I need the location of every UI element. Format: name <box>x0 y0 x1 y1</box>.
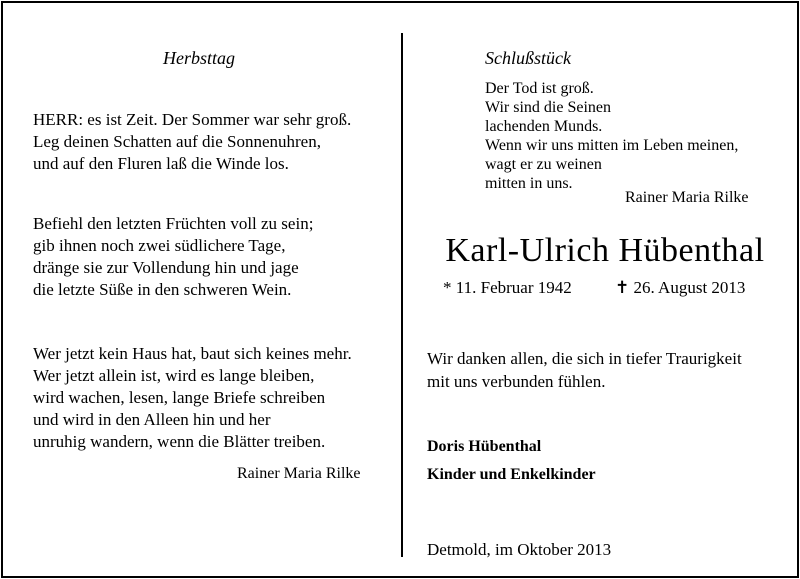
poem-line: dränge sie zur Vollendung hin und jage <box>33 258 299 277</box>
poem-line: Der Tod ist groß. <box>485 80 594 97</box>
death-date: ✝ 26. August 2013 <box>615 278 746 297</box>
poem-line: Leg deinen Schatten auf die Sonnenuhren, <box>33 132 321 151</box>
thanks-text <box>427 347 742 393</box>
thanks-line: Wir danken allen, die sich in tiefer Traurigkeit <box>427 349 742 368</box>
poem-line: Befiehl den letzten Früchten voll zu sein; <box>33 214 314 233</box>
poem-line: wagt er zu weinen <box>485 156 602 173</box>
poem-line: gib ihnen noch zwei südlichere Tage, <box>33 236 286 255</box>
mourner-name: Doris Hübenthal <box>427 438 542 455</box>
poem-line: HERR: es ist Zeit. Der Sommer war sehr groß. <box>33 110 352 129</box>
poem-author-left: Rainer Maria Rilke <box>237 465 361 482</box>
poem-line: Wir sind die Seinen <box>485 99 611 116</box>
poem-line: und auf den Fluren laß die Winde los. <box>33 154 289 173</box>
place-and-date: Detmold, im Oktober 2013 <box>427 540 612 559</box>
poem-stanza-3 <box>33 343 352 453</box>
poem-line: unruhig wandern, wenn die Blätter treiben. <box>33 432 326 451</box>
poem-title-schlussstueck: Schlußstück <box>485 48 571 68</box>
deceased-name: Karl-Ulrich Hübenthal <box>445 232 765 269</box>
poem-line: Wenn wir uns mitten im Leben meinen, <box>485 137 739 154</box>
poem-line: wird wachen, lesen, lange Briefe schreiben <box>33 388 326 407</box>
poem-line: Wer jetzt allein ist, wird es lange bleiben, <box>33 366 315 385</box>
poem-author-right: Rainer Maria Rilke <box>625 189 749 206</box>
poem-line: lachenden Munds. <box>485 118 603 135</box>
poem-line: und wird in den Alleen hin und her <box>33 410 271 429</box>
mourner-family: Kinder und Enkelkinder <box>427 466 596 483</box>
poem-line: mitten in uns. <box>485 175 573 192</box>
column-divider <box>401 33 403 557</box>
poem-stanza-schlussstueck <box>485 79 738 193</box>
thanks-line: mit uns verbunden fühlen. <box>427 372 606 391</box>
birth-date: * 11. Februar 1942 <box>443 278 572 297</box>
poem-stanza-1 <box>33 109 351 175</box>
poem-stanza-2 <box>33 213 313 301</box>
poem-line: Wer jetzt kein Haus hat, baut sich keines mehr. <box>33 344 352 363</box>
obituary-card <box>1 1 799 578</box>
poem-title-herbsttag: Herbsttag <box>163 48 235 68</box>
poem-line: die letzte Süße in den schweren Wein. <box>33 280 292 299</box>
